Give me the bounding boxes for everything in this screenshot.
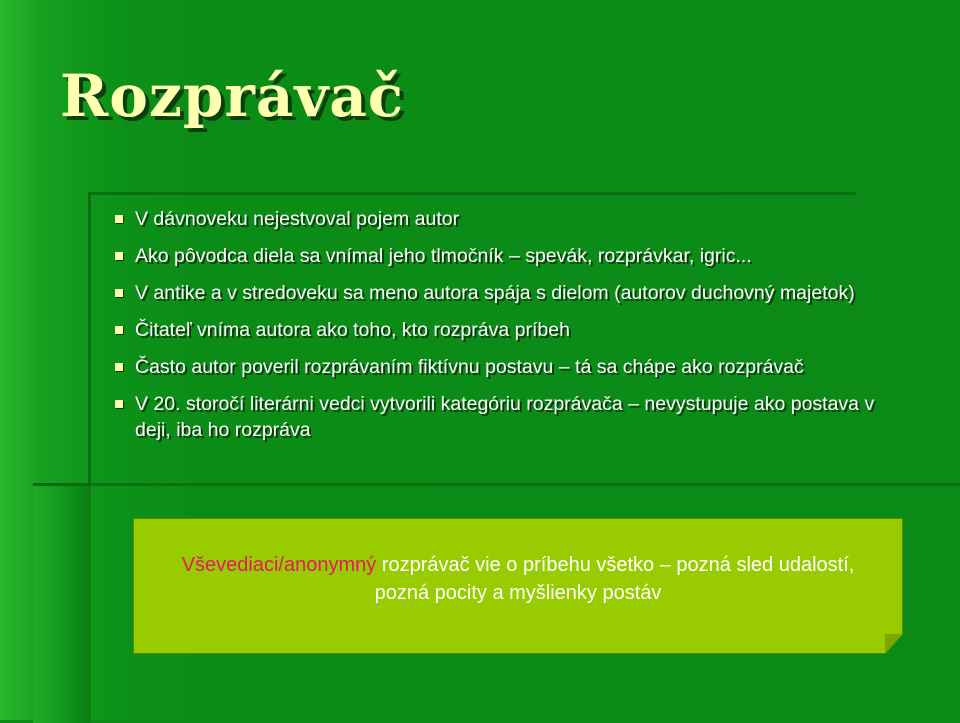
bullet-item — [115, 280, 905, 306]
note-body: rozprávač vie o príbehu všetko – pozná sled udalostí, pozná pocity a myšlienky postáv — [374, 554, 855, 604]
bullet-square-icon — [115, 252, 123, 260]
note-box — [133, 518, 903, 654]
bullet-square-icon — [115, 363, 123, 371]
bullet-list — [115, 206, 905, 454]
note-highlight: Vševediaci/anonymný — [181, 554, 377, 576]
bullet-text: V dávnoveku nejestvoval pojem autor — [135, 208, 460, 230]
bullet-square-icon — [115, 400, 123, 408]
bullet-item — [115, 206, 905, 232]
bullet-square-icon — [115, 326, 123, 334]
bullet-text: Často autor poveril rozprávaním fiktívnu postavu – tá sa chápe ako rozprávač — [135, 356, 804, 378]
slide-title: Rozprávač — [60, 62, 405, 130]
bullet-text: V 20. storočí literárni vedci vytvorili kategóriu rozprávača – nevystupuje ako postava v deji, iba ho rozpráva — [135, 393, 875, 441]
decorative-line-top — [88, 192, 856, 195]
decorative-block — [33, 483, 91, 723]
bullet-square-icon — [115, 215, 123, 223]
bullet-item — [115, 354, 905, 380]
bullet-square-icon — [115, 289, 123, 297]
bullet-text: Ako pôvodca diela sa vnímal jeho tlmočník – spevák, rozprávkar, igric... — [135, 245, 752, 267]
note-folded-corner-icon — [885, 634, 903, 654]
note-text — [154, 551, 882, 607]
bullet-text: Čitateľ vníma autora ako toho, kto rozpráva príbeh — [135, 319, 570, 341]
decorative-line-bottom — [33, 483, 960, 486]
bullet-text: V antike a v stredoveku sa meno autora spája s dielom (autorov duchovný majetok) — [135, 282, 855, 304]
bullet-item — [115, 243, 905, 269]
bullet-item — [115, 391, 905, 443]
bullet-item — [115, 317, 905, 343]
